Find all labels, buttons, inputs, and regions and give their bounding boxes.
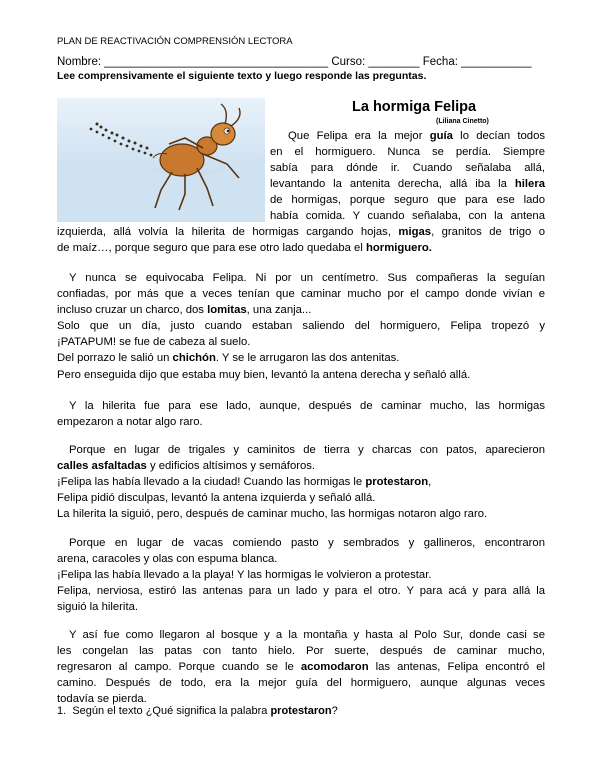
text-line: Y nunca se equivocaba Felipa. Ni por un centímetro. Sus compañeras la seguían bbox=[69, 272, 545, 284]
text-line: ¡PATAPUM! se fue de cabeza al suelo. bbox=[57, 336, 251, 349]
story-title: La hormiga Felipa bbox=[352, 99, 477, 115]
text-line: les congelan las patas con tanto hielo. Por suerte, después de caminar mucho, bbox=[57, 645, 545, 658]
text-line: Porque en lugar de vacas comiendo pasto y sembrados y gallineros, encontraron bbox=[69, 537, 545, 549]
worksheet-plan-title: PLAN DE REACTIVACIÓN COMPRENSIÓN LECTORA bbox=[57, 36, 293, 47]
story-author: (Liliana Cinetto) bbox=[436, 118, 489, 125]
paragraph-1-wrap bbox=[270, 128, 545, 225]
text-line: Y así fue como llegaron al bosque y a la montaña y hasta al Polo Sur, donde casi se bbox=[69, 629, 545, 641]
text-line: regresaron al campo. Porque cuando se le acomodaron las antenas, Felipa encontró el bbox=[57, 661, 546, 674]
text-line: en el hormiguero. Nunca se perdía. Siempre bbox=[270, 146, 545, 159]
ant-illustration-svg bbox=[57, 98, 265, 222]
question-1 bbox=[57, 705, 338, 717]
instructions: Lee comprensivamente el siguiente texto y luego responde las preguntas. bbox=[57, 70, 427, 82]
text-line: arena, caracoles y olas con espuma blanca. bbox=[57, 553, 278, 566]
paragraph-4 bbox=[57, 442, 545, 522]
question-number: 1. bbox=[57, 705, 67, 717]
text-line: calles asfaltadas y edificios altísimos y semáforos. bbox=[57, 460, 316, 473]
text-line: Del porrazo le salió un chichón. Y se le arrugaron las dos antenitas. bbox=[57, 352, 400, 365]
paragraph-3 bbox=[57, 398, 545, 430]
paragraph-6 bbox=[57, 627, 545, 707]
text-line: Que Felipa era la mejor guía lo decían todos bbox=[288, 130, 546, 142]
paragraph-5 bbox=[57, 535, 545, 615]
text-line: ¡Felipa las había llevado a la playa! Y las hormigas le volvieron a protestar. bbox=[57, 569, 432, 582]
text-line: siguió la hilerita. bbox=[57, 601, 139, 614]
question-end: ? bbox=[331, 705, 338, 717]
text-line: Felipa, nerviosa, estiró las antenas para un lado y para el otro. Y para acá y para allá la bbox=[57, 585, 545, 598]
text-line: Pero enseguida dijo que estaba muy bien, levantó la antena derecha y señaló allá. bbox=[57, 368, 471, 381]
question-text: Según el texto ¿Qué significa la palabra bbox=[72, 705, 271, 717]
text-line: Porque en lugar de trigales y caminitos de tierra y charcas con patos, aparecieron bbox=[69, 444, 545, 456]
student-info-line: Nombre: ___________________________________ Curso: ________ Fecha: ___________ bbox=[57, 56, 532, 68]
text-line: empezaron a notar algo raro. bbox=[57, 416, 203, 429]
paragraph-1-full bbox=[57, 224, 545, 256]
paragraph-2 bbox=[57, 270, 545, 383]
text-line: izquierda, allá volvía la hilerita de hormigas cargando hojas, migas, granitos de trigo o bbox=[57, 226, 545, 238]
text-line: incluso cruzar un charco, dos lomitas, una zanja... bbox=[57, 304, 312, 317]
text-line: levantando la antenita derecha, allá iba la hilera bbox=[270, 178, 545, 191]
ant-illustration bbox=[57, 98, 265, 222]
text-line: camino. Después de todo, era la mejor guía del hormiguero, aunque algunas veces bbox=[57, 677, 545, 690]
text-line: todavía se pierda. bbox=[57, 693, 147, 706]
text-line: ¡Felipa las había llevado a la ciudad! Cuando las hormigas le protestaron, bbox=[57, 476, 432, 489]
text-line: Y la hilerita fue para ese lado, aunque, después de caminar mucho, las hormigas bbox=[69, 400, 545, 412]
text-line: confiadas, por más que a veces tenían que caminar mucho por el campo donde vivían e bbox=[57, 288, 545, 301]
text-line: La hilerita la siguió, pero, después de caminar mucho, las hormigas notaron algo raro. bbox=[57, 508, 488, 521]
text-line: Solo que un día, justo cuando estaban saliendo del hormiguero, Felipa tropezó y bbox=[57, 320, 545, 333]
text-line: Felipa pidió disculpas, levantó la antena izquierda y señaló allá. bbox=[57, 492, 376, 505]
question-keyword: protestaron bbox=[270, 705, 332, 717]
text-line: de maíz…, porque seguro que para ese otro lado quedaba el hormiguero. bbox=[57, 242, 432, 255]
text-line: de hormigas, porque seguro que para ese lado bbox=[270, 194, 545, 207]
text-line: sabía para dónde ir. Cuando señalaba allá, bbox=[270, 162, 545, 175]
text-line: había comida. Y cuando señalaba, con la antena bbox=[270, 210, 545, 223]
